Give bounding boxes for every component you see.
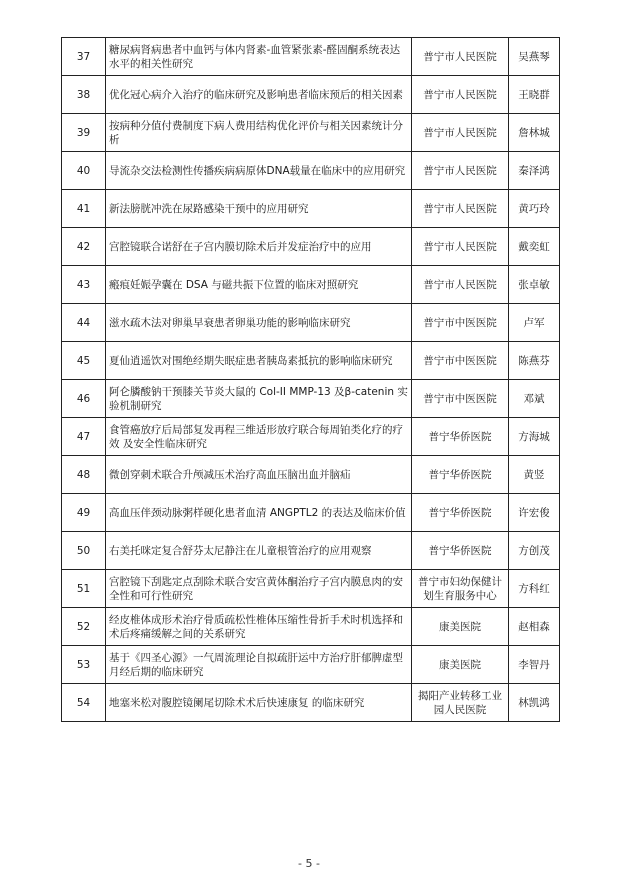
table-row <box>62 114 560 152</box>
responsible-person: 方科红 <box>509 570 560 608</box>
responsible-person: 吴燕琴 <box>509 38 560 76</box>
row-number: 37 <box>62 38 106 76</box>
responsible-person: 赵相森 <box>509 608 560 646</box>
row-number: 41 <box>62 190 106 228</box>
organization: 普宁市妇幼保健计划生育服务中心 <box>412 570 509 608</box>
organization: 康美医院 <box>412 646 509 684</box>
project-title: 食管癌放疗后局部复发再程三维适形放疗联合每周铂类化疗的疗效 及安全性临床研究 <box>106 418 412 456</box>
project-title: 按病种分值付费制度下病人费用结构优化评价与相关因素统计分析 <box>106 114 412 152</box>
table-row <box>62 190 560 228</box>
table-row <box>62 76 560 114</box>
project-title: 瘢痕妊娠孕囊在 DSA 与磁共振下位置的临床对照研究 <box>106 266 412 304</box>
row-number: 48 <box>62 456 106 494</box>
organization: 普宁华侨医院 <box>412 494 509 532</box>
table-row <box>62 152 560 190</box>
row-number: 53 <box>62 646 106 684</box>
organization: 普宁市人民医院 <box>412 114 509 152</box>
project-title: 阿仑膦酸钠干预膝关节炎大鼠的 Col-II MMP-13 及β-catenin 实验机制研究 <box>106 380 412 418</box>
organization: 普宁华侨医院 <box>412 532 509 570</box>
table-row <box>62 228 560 266</box>
project-title: 新法膀胱冲洗在尿路感染干预中的应用研究 <box>106 190 412 228</box>
project-title: 夏仙逍遥饮对围绝经期失眠症患者胰岛素抵抗的影响临床研究 <box>106 342 412 380</box>
table-row <box>62 266 560 304</box>
row-number: 43 <box>62 266 106 304</box>
organization: 普宁市中医医院 <box>412 380 509 418</box>
project-title: 微创穿刺术联合升颅减压术治疗高血压脑出血并脑疝 <box>106 456 412 494</box>
row-number: 51 <box>62 570 106 608</box>
project-title: 高血压伴颈动脉粥样硬化患者血清 ANGPTL2 的表达及临床价值 <box>106 494 412 532</box>
table-body <box>62 38 560 722</box>
responsible-person: 陈燕芬 <box>509 342 560 380</box>
organization: 普宁市中医医院 <box>412 342 509 380</box>
organization: 普宁华侨医院 <box>412 418 509 456</box>
organization: 普宁市人民医院 <box>412 76 509 114</box>
organization: 普宁市中医医院 <box>412 304 509 342</box>
row-number: 44 <box>62 304 106 342</box>
responsible-person: 方创茂 <box>509 532 560 570</box>
row-number: 54 <box>62 684 106 722</box>
responsible-person: 秦泽鸿 <box>509 152 560 190</box>
row-number: 38 <box>62 76 106 114</box>
project-table <box>61 37 560 722</box>
project-title: 基于《四圣心源》一气周流理论自拟疏肝运中方治疗肝郁脾虚型月经后期的临床研究 <box>106 646 412 684</box>
project-title: 右美托咪定复合舒芬太尼静注在儿童根管治疗的应用观察 <box>106 532 412 570</box>
row-number: 46 <box>62 380 106 418</box>
project-title: 宫腔镜下刮匙定点刮除术联合安宫黄体酮治疗子宫内膜息肉的安全性和可行性研究 <box>106 570 412 608</box>
project-title: 糖尿病肾病患者中血钙与体内肾素-血管紧张素-醛固酮系统表达水平的相关性研究 <box>106 38 412 76</box>
responsible-person: 邓斌 <box>509 380 560 418</box>
table-row <box>62 570 560 608</box>
organization: 普宁市人民医院 <box>412 38 509 76</box>
responsible-person: 张卓敏 <box>509 266 560 304</box>
row-number: 49 <box>62 494 106 532</box>
responsible-person: 方海城 <box>509 418 560 456</box>
row-number: 50 <box>62 532 106 570</box>
table-row <box>62 380 560 418</box>
table-row <box>62 646 560 684</box>
responsible-person: 詹林城 <box>509 114 560 152</box>
row-number: 45 <box>62 342 106 380</box>
project-title: 导流杂交法检测性传播疾病病原体DNA载量在临床中的应用研究 <box>106 152 412 190</box>
row-number: 52 <box>62 608 106 646</box>
row-number: 40 <box>62 152 106 190</box>
row-number: 47 <box>62 418 106 456</box>
page-number: - 5 - <box>298 857 320 870</box>
organization: 康美医院 <box>412 608 509 646</box>
row-number: 42 <box>62 228 106 266</box>
table-row <box>62 38 560 76</box>
responsible-person: 卢军 <box>509 304 560 342</box>
organization: 普宁华侨医院 <box>412 456 509 494</box>
table-row <box>62 304 560 342</box>
table-row <box>62 494 560 532</box>
row-number: 39 <box>62 114 106 152</box>
organization: 普宁市人民医院 <box>412 228 509 266</box>
responsible-person: 王晓群 <box>509 76 560 114</box>
project-title: 优化冠心病介入治疗的临床研究及影响患者临床预后的相关因素 <box>106 76 412 114</box>
responsible-person: 戴奕虹 <box>509 228 560 266</box>
organization: 普宁市人民医院 <box>412 190 509 228</box>
table-row <box>62 342 560 380</box>
responsible-person: 林凯鸿 <box>509 684 560 722</box>
responsible-person: 黄竖 <box>509 456 560 494</box>
responsible-person: 许宏俊 <box>509 494 560 532</box>
table-row <box>62 456 560 494</box>
project-title: 地塞米松对腹腔镜阑尾切除术术后快速康复 的临床研究 <box>106 684 412 722</box>
table-row <box>62 532 560 570</box>
responsible-person: 李智丹 <box>509 646 560 684</box>
organization: 普宁市人民医院 <box>412 152 509 190</box>
organization: 普宁市人民医院 <box>412 266 509 304</box>
organization: 揭阳产业转移工业园人民医院 <box>412 684 509 722</box>
project-title: 经皮椎体成形术治疗骨质疏松性椎体压缩性骨折手术时机选择和术后疼痛缓解之间的关系研究 <box>106 608 412 646</box>
table-row <box>62 608 560 646</box>
project-title: 滋水疏木法对卵巢早衰患者卵巢功能的影响临床研究 <box>106 304 412 342</box>
table-row <box>62 684 560 722</box>
table-row <box>62 418 560 456</box>
responsible-person: 黄巧玲 <box>509 190 560 228</box>
project-title: 宫腔镜联合诺舒在子宫内膜切除术后并发症治疗中的应用 <box>106 228 412 266</box>
